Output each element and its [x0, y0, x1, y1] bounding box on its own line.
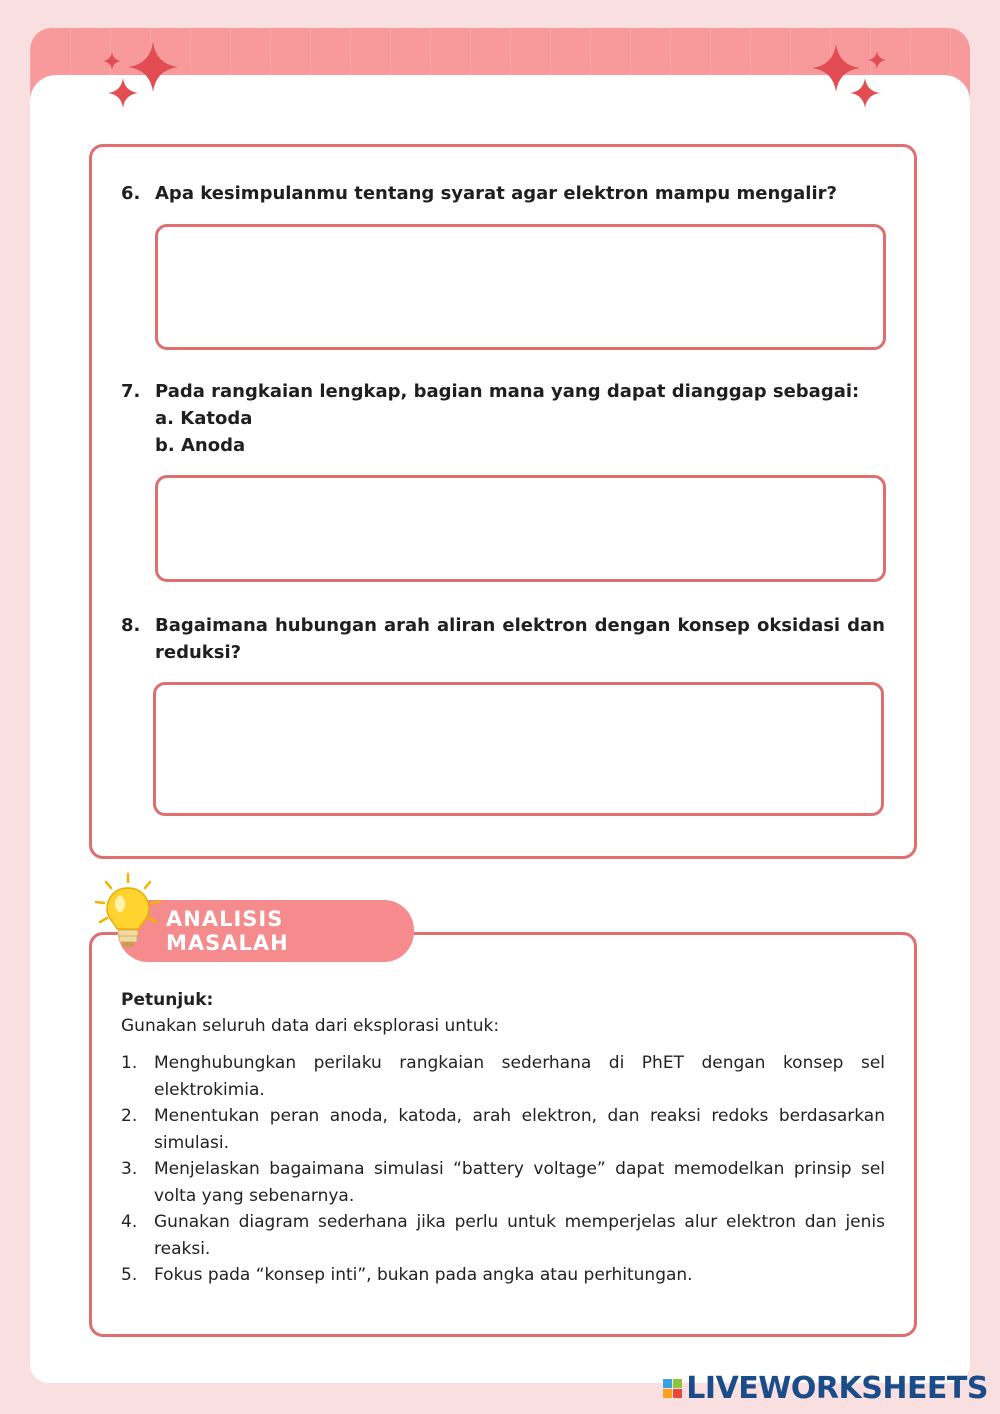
sparkle-icon — [103, 52, 121, 70]
question-text: Apa kesimpulanmu tentang syarat agar elektron mampu mengalir? — [155, 183, 837, 204]
liveworksheets-logo[interactable] — [663, 1371, 988, 1406]
question-text: Bagaimana hubungan arah aliran elektron dengan konsep oksidasi dan reduksi? — [155, 615, 885, 663]
instructions-title: Petunjuk: — [121, 990, 214, 1010]
question-8 — [121, 612, 885, 668]
list-item: 1. Menghubungkan perilaku rangkaian sederhana di PhET dengan konsep sel elektrokimia. — [121, 1053, 885, 1100]
list-item: 4. Gunakan diagram sederhana jika perlu untuk memperjelas alur elektron dan jenis reaksi. — [121, 1212, 885, 1259]
logo-mark-icon — [663, 1379, 682, 1398]
question-7-option-a: a. Katoda — [155, 408, 253, 429]
instructions-list — [121, 1050, 885, 1289]
question-text: Pada rangkaian lengkap, bagian mana yang dapat dianggap sebagai: — [155, 381, 860, 402]
list-item: 5. Fokus pada “konsep inti”, bukan pada angka atau perhitungan. — [121, 1265, 693, 1285]
question-number: 6. — [121, 183, 141, 204]
section-title: ANALISIS MASALAH — [166, 907, 289, 955]
question-number: 7. — [121, 381, 141, 402]
question-number: 8. — [121, 615, 141, 636]
answer-field-6[interactable] — [155, 224, 886, 350]
answer-field-7[interactable] — [155, 475, 886, 582]
lightbulb-icon — [92, 872, 164, 952]
sparkle-icon — [850, 78, 880, 108]
sparkle-icon — [868, 51, 886, 69]
sparkle-icon — [108, 78, 138, 108]
list-item: 2. Menentukan peran anoda, katoda, arah elektron, dan reaksi redoks berdasarkan simulasi. — [121, 1106, 885, 1153]
question-7-option-b: b. Anoda — [155, 435, 246, 456]
brand-text: LIVEWORKSHEETS — [686, 1371, 988, 1406]
list-item: 3. Menjelaskan bagaimana simulasi “battery voltage” dapat memodelkan prinsip sel volta yang sebenarnya. — [121, 1159, 885, 1206]
instructions-subtitle: Gunakan seluruh data dari eksplorasi untuk: — [121, 1016, 500, 1036]
answer-field-8[interactable] — [153, 682, 884, 816]
